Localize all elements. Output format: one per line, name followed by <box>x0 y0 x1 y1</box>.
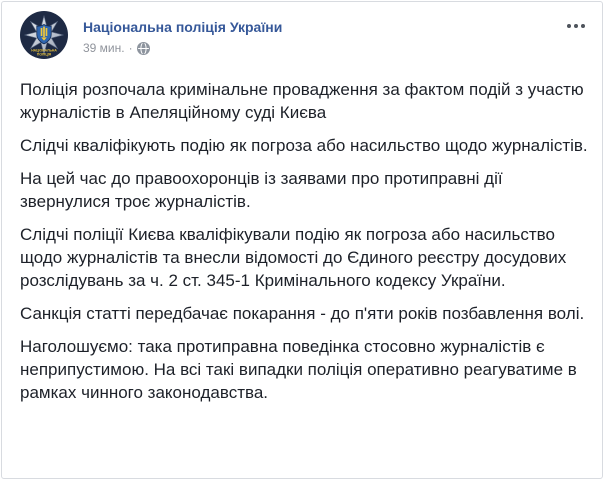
ellipsis-dot <box>574 24 578 28</box>
header-text <box>83 11 282 55</box>
post-paragraph: Поліція розпочала кримінальне провадження за фактом подій з участю журналістів в Апеляційному суді Києва <box>20 80 584 122</box>
post-timestamp[interactable]: 39 мин. <box>83 41 125 55</box>
post-content <box>2 78 602 404</box>
post-paragraph: Наголошуємо: така протиправна поведінка стосовно журналістів є неприпустимою. На всі такі випадки поліція оперативно реагуватиме в рамках чинного законодавства. <box>20 337 577 402</box>
post-paragraph: Слідчі поліції Києва кваліфікували подію як погроза або насильство щодо журналістів та внесли відомості до Єдиного реєстру досудових розслідувань за ч. 2 ст. 345-1 Кримінального кодексу України. <box>20 225 567 290</box>
post-paragraph: Слідчі кваліфікують подію як погроза або насильство щодо журналістів. <box>20 136 588 155</box>
avatar-text-line2: ПОЛІЦІЯ <box>36 52 52 57</box>
police-badge-icon <box>20 11 68 59</box>
ellipsis-dot <box>581 24 585 28</box>
post-paragraph: На цей час до правоохоронців із заявами про протиправні дії звернулися троє журналістів. <box>20 169 503 211</box>
page-avatar[interactable] <box>20 11 68 59</box>
post-paragraph: Санкція статті передбачає покарання - до п'яти років позбавлення волі. <box>20 304 585 323</box>
post-options-button[interactable] <box>563 19 589 33</box>
post-meta <box>83 41 282 55</box>
avatar-text-line1: НАЦІОНАЛЬНА <box>31 48 57 53</box>
meta-separator: · <box>128 41 133 55</box>
ellipsis-dot <box>567 24 571 28</box>
page-name-link[interactable]: Національна поліція України <box>83 19 283 35</box>
globe-privacy-icon <box>137 42 150 55</box>
post-header <box>2 2 602 59</box>
facebook-post-card <box>1 1 603 479</box>
